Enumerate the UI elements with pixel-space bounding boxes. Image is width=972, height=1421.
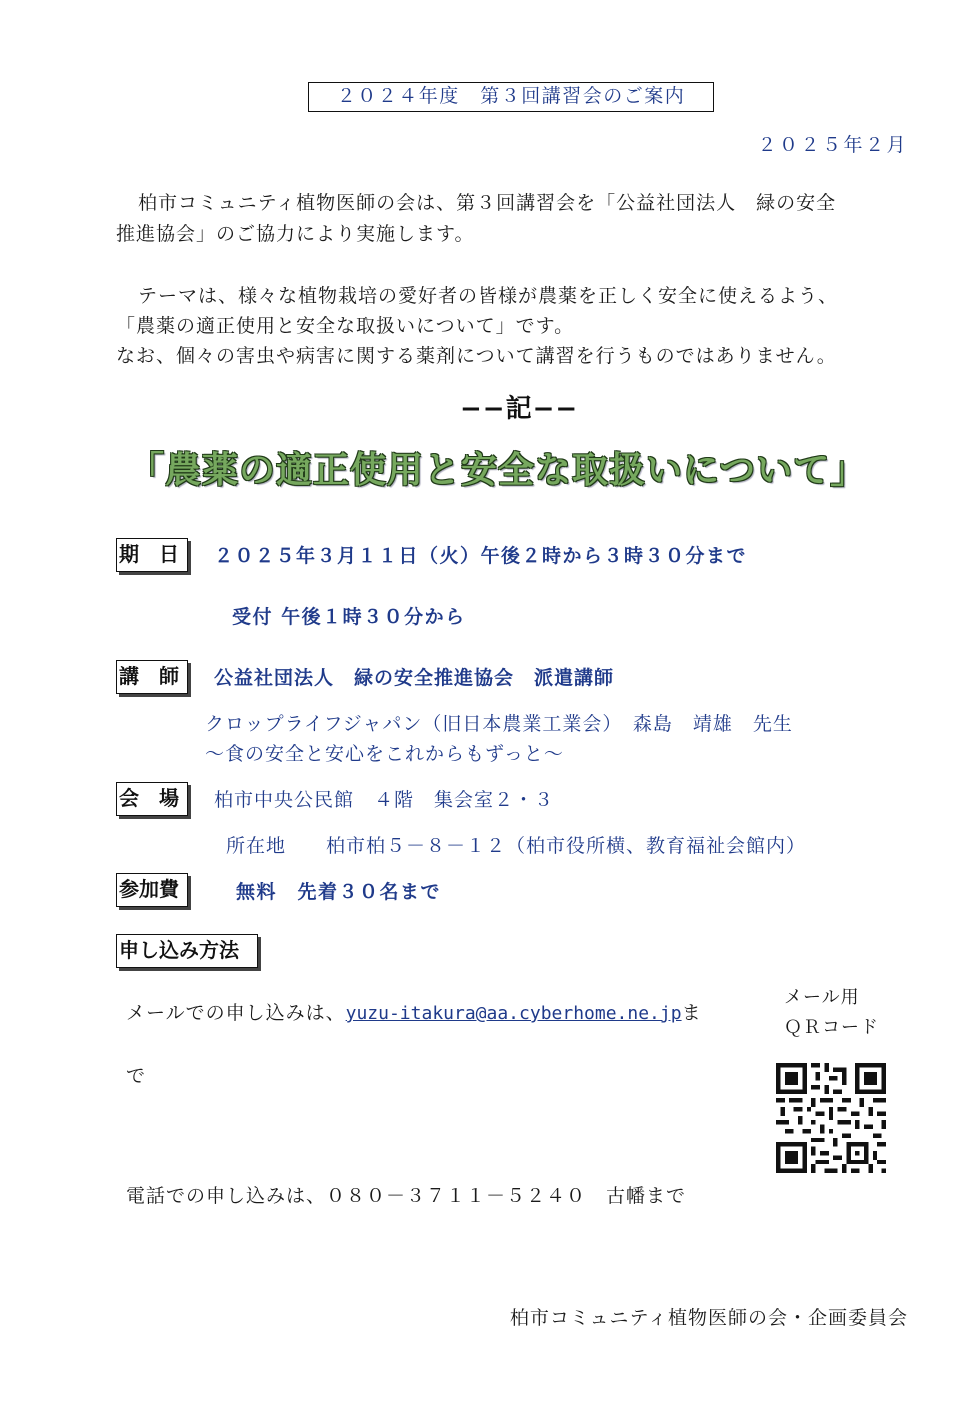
intro-line-5: なお、個々の害虫や病害に関する薬剤について講習を行うものではありません。 — [116, 345, 837, 367]
lecturer-value: 公益社団法人 緑の安全推進協会 派遣講師 — [214, 667, 615, 689]
intro-line-4: 「農薬の適正使用と安全な取扱いについて」です。 — [116, 315, 575, 337]
qr-code-image[interactable] — [776, 1063, 886, 1173]
qr-label-1: メール用 — [784, 987, 860, 1008]
fee-value: 無料 先着３０名まで — [236, 881, 442, 903]
intro-line-1: 柏市コミュニティ植物医師の会は、第３回講習会を「公益社団法人 緑の安全 — [138, 192, 837, 214]
footer-organizer: 柏市コミュニティ植物医師の会・企画委員会 — [509, 1307, 908, 1329]
intro-line-2: 推進協会」のご協力により実施します。 — [116, 223, 475, 245]
venue-value: 柏市中央公民館 ４階 集会室２・３ — [214, 789, 555, 811]
mail-application — [126, 998, 702, 1025]
phone-application: 電話での申し込みは、０８０－３７１１－５２４０ 古幡まで — [126, 1185, 687, 1207]
email-link[interactable]: yuzu-itakura@aa.cyberhome.ne.jp — [345, 1003, 682, 1024]
intro-line-3: テーマは、様々な植物栽培の愛好者の皆様が農薬を正しく安全に使えるよう、 — [138, 285, 839, 307]
ki-heading: −−記−− — [460, 394, 579, 424]
lecturer-label: 講 師 — [116, 660, 188, 694]
fee-label: 参加費 — [116, 873, 188, 907]
apply-label: 申し込み方法 — [116, 934, 258, 968]
lecturer-motto: ～食の安全と安心をこれからもずっと～ — [205, 743, 564, 765]
document-date: ２０２５年２月 — [757, 134, 908, 156]
venue-label: 会 場 — [116, 782, 188, 816]
schedule-value: ２０２５年３月１１日（火）午後２時から３時３０分まで — [214, 545, 748, 567]
document-title: ２０２４年度 第３回講習会のご案内 — [308, 82, 714, 112]
venue-address: 所在地 柏市柏５－８－１２（柏市役所横、教育福祉会館内） — [226, 835, 807, 857]
qr-label-2: ＱＲコード — [784, 1017, 879, 1038]
mail-suffix: ま — [681, 1002, 702, 1024]
schedule-label: 期 日 — [116, 538, 188, 572]
lecturer-name: クロップライフジャパン（旧日本農業工業会） 森島 靖雄 先生 — [205, 713, 793, 735]
mail-suffix-wrap: で — [126, 1065, 147, 1087]
headline: 「農薬の適正使用と安全な取扱いについて」 — [128, 450, 868, 491]
mail-prefix: メールでの申し込みは、 — [126, 1002, 346, 1024]
reception-time: 受付 午後１時３０分から — [232, 606, 466, 628]
